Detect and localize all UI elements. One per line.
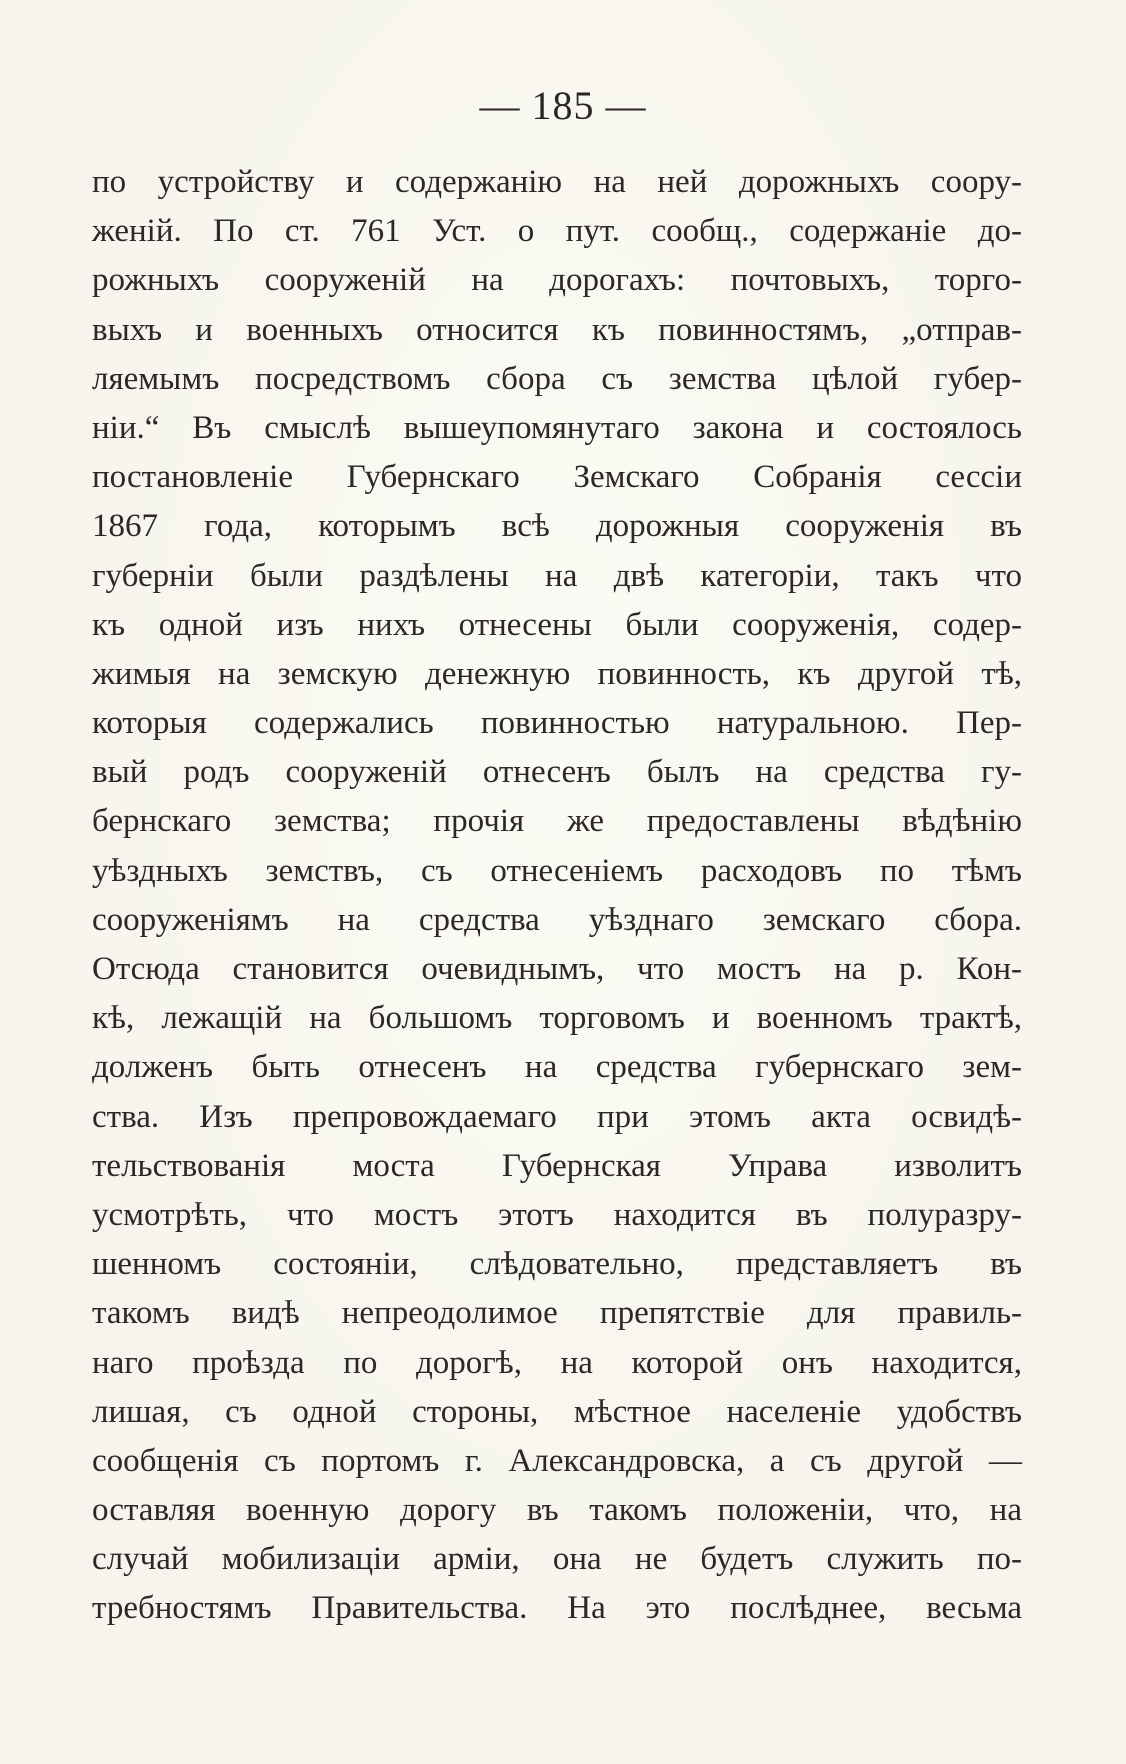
text-line: ніи.“ Въ смыслѣ вышеупомянутаго закона и состоялось <box>92 409 1022 446</box>
text-line: Отсюда становится очевиднымъ, что мостъ на р. Кон- <box>92 951 1022 987</box>
text-line: уѣздныхъ земствъ, съ отнесеніемъ расходовъ по тѣмъ <box>92 852 1022 889</box>
text-line: рожныхъ сооруженій на дорогахъ: почтовыхъ, торго- <box>92 262 1022 299</box>
text-line: шенномъ состояніи, слѣдовательно, представляетъ въ <box>92 1246 1022 1283</box>
text-line: наго проѣзда по дорогѣ, на которой онъ находится, <box>92 1344 1022 1381</box>
text-line: кѣ, лежащій на большомъ торговомъ и военномъ трактѣ, <box>92 1000 1022 1037</box>
body-text <box>92 158 1022 1634</box>
text-line: по устройству и содержанію на ней дорожныхъ соору- <box>92 164 1022 200</box>
text-line: такомъ видѣ непреодолимое препятствіе для правиль- <box>92 1295 1022 1332</box>
text-line: 1867 года, которымъ всѣ дорожныя сооруженія въ <box>92 508 1022 545</box>
text-line: долженъ быть отнесенъ на средства губернскаго зем- <box>92 1049 1022 1086</box>
text-line: губерніи были раздѣлены на двѣ категоріи, такъ что <box>92 557 1022 594</box>
text-line: постановленіе Губернскаго Земскаго Собранія сессіи <box>92 459 1022 496</box>
text-line: ляемымъ посредствомъ сбора съ земства цѣлой губер- <box>92 360 1022 397</box>
text-line: которыя содержались повинностью натуральною. Пер- <box>92 705 1022 742</box>
text-line: выхъ и военныхъ относится къ повинностямъ, „отправ- <box>92 311 1022 348</box>
text-line: къ одной изъ нихъ отнесены были сооруженія, содер- <box>92 606 1022 643</box>
text-line: женій. По ст. 761 Уст. о пут. сообщ., содержаніе до- <box>92 213 1022 250</box>
text-line: сооруженіямъ на средства уѣзднаго земскаго сбора. <box>92 901 1022 938</box>
text-line: тельствованія моста Губернская Управа изволитъ <box>92 1147 1022 1184</box>
text-line: жимыя на земскую денежную повинность, къ другой тѣ, <box>92 655 1022 692</box>
text-line: ства. Изъ препровождаемаго при этомъ акта освидѣ- <box>92 1098 1022 1135</box>
page-number: — 185 — <box>479 83 647 128</box>
text-line: бернскаго земства; прочія же предоставлены вѣдѣнію <box>92 803 1022 840</box>
text-line: вый родъ сооруженій отнесенъ былъ на средства гу- <box>92 754 1022 791</box>
text-line: лишая, съ одной стороны, мѣстное населеніе удобствъ <box>92 1393 1022 1430</box>
text-line: случай мобилизаціи арміи, она не будетъ служить по- <box>92 1541 1022 1578</box>
text-line: требностямъ Правительства. На это послѣднее, весьма <box>92 1590 1022 1627</box>
text-line: усмотрѣть, что мостъ этотъ находится въ полуразру- <box>92 1196 1022 1233</box>
text-line: оставляя военную дорогу въ такомъ положеніи, что, на <box>92 1492 1022 1529</box>
text-line: сообщенія съ портомъ г. Александровска, а съ другой — <box>92 1442 1022 1479</box>
